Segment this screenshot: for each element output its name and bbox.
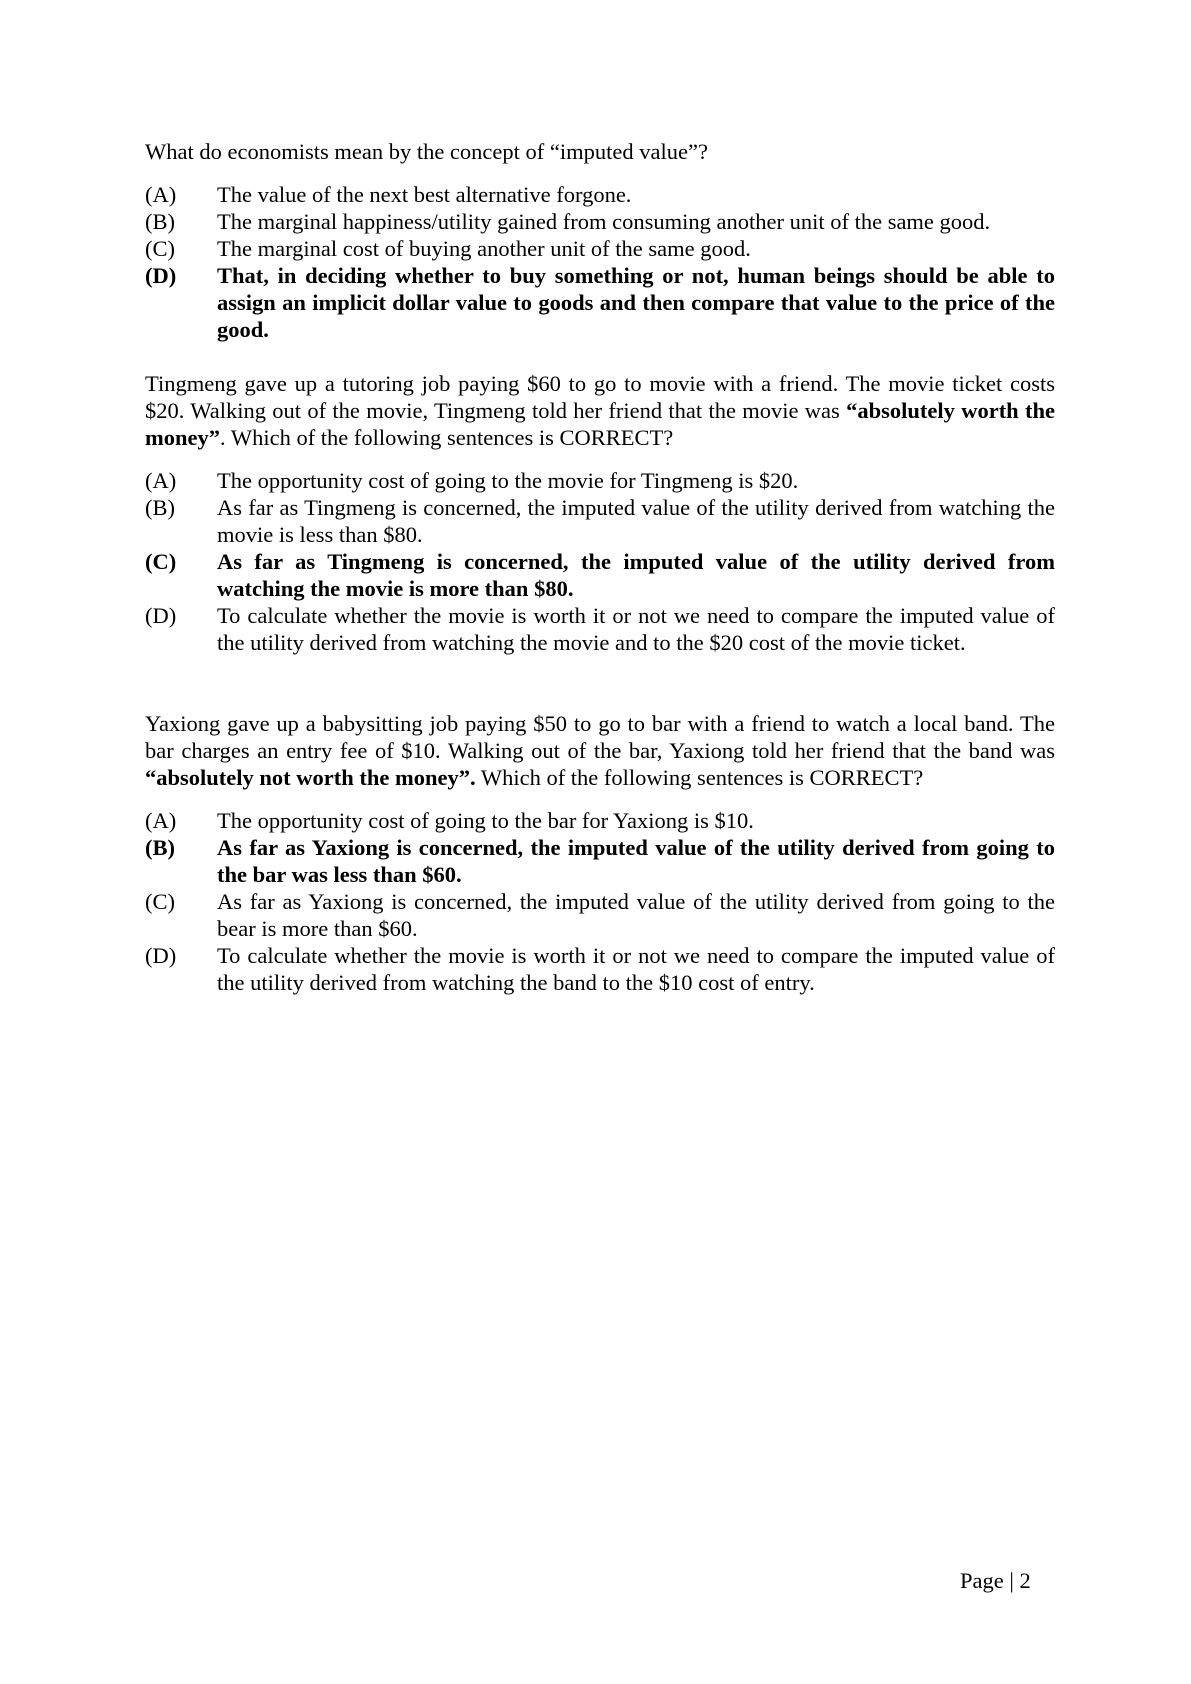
question-3 <box>145 710 1055 996</box>
option-letter: (D) <box>145 263 177 288</box>
option-c <box>145 888 1055 942</box>
question-1-stem: What do economists mean by the concept of “imputed value”? <box>145 139 708 164</box>
option-text: The marginal happiness/utility gained from consuming another unit of the same good. <box>217 209 991 234</box>
option-b <box>145 494 1055 548</box>
option-text: As far as Yaxiong is concerned, the imputed value of the utility derived from going to the bear is more than $60. <box>217 889 1055 941</box>
option-text: The opportunity cost of going to the movie for Tingmeng is $20. <box>217 468 799 493</box>
page-number: 2 <box>1019 1568 1031 1593</box>
question-2-options <box>145 467 1055 656</box>
option-letter: (A) <box>145 808 177 833</box>
option-a <box>145 181 1055 208</box>
option-text: That, in deciding whether to buy something or not, human beings should be able to assign an implicit dollar value to goods and then compare that value to the price of the good. <box>217 263 1055 342</box>
option-letter: (B) <box>145 209 175 234</box>
option-text: As far as Tingmeng is concerned, the imputed value of the utility derived from watching the movie is less than $80. <box>217 495 1055 547</box>
stem-emphasis: “absolutely worth the money” <box>145 398 1056 450</box>
option-letter: (A) <box>145 468 177 493</box>
document-page <box>145 138 1055 996</box>
question-3-stem <box>145 710 1055 791</box>
option-b-correct-answer <box>145 834 1055 888</box>
option-text: To calculate whether the movie is worth it or not we need to compare the imputed value of the utility derived from watching the band to the $10 cost of entry. <box>217 943 1055 995</box>
option-text: To calculate whether the movie is worth it or not we need to compare the imputed value of the utility derived from watching the movie and to the $20 cost of the movie ticket. <box>217 603 1055 655</box>
option-text: As far as Tingmeng is concerned, the imputed value of the utility derived from watching the movie is more than $80. <box>217 549 1055 601</box>
question-2-stem <box>145 370 1055 451</box>
option-text: The value of the next best alternative forgone. <box>217 182 632 207</box>
option-a <box>145 467 1055 494</box>
option-d <box>145 602 1055 656</box>
option-letter: (C) <box>145 236 175 261</box>
option-d-correct-answer <box>145 262 1055 343</box>
option-text: The opportunity cost of going to the bar for Yaxiong is $10. <box>217 808 754 833</box>
question-1-options <box>145 181 1055 343</box>
option-text: As far as Yaxiong is concerned, the imputed value of the utility derived from going to the bar was less than $60. <box>217 835 1055 887</box>
option-b <box>145 208 1055 235</box>
stem-text-after: Which of the following sentences is CORRECT? <box>475 765 924 790</box>
stem-emphasis: “absolutely not worth the money”. <box>145 765 476 790</box>
stem-text-before: Yaxiong gave up a babysitting job paying $50 to go to bar with a friend to watch a local band. The bar charges an entry fee of $10. Walking out of the bar, Yaxiong told her friend that the band was <box>145 711 1055 763</box>
option-letter: (D) <box>145 943 177 968</box>
option-letter: (A) <box>145 182 177 207</box>
page-number-footer <box>960 1567 1031 1594</box>
page-label: Page <box>960 1568 1004 1593</box>
stem-text-after: . Which of the following sentences is CORRECT? <box>220 425 674 450</box>
option-text: The marginal cost of buying another unit of the same good. <box>217 236 751 261</box>
option-d <box>145 942 1055 996</box>
question-2 <box>145 370 1055 656</box>
option-letter: (D) <box>145 603 177 628</box>
question-3-options <box>145 807 1055 996</box>
question-1 <box>145 138 1055 343</box>
option-letter: (B) <box>145 835 175 860</box>
option-c <box>145 235 1055 262</box>
stem-text-before: Tingmeng gave up a tutoring job paying $60 to go to movie with a friend. The movie ticket costs $20. Walking out of the movie, Tingmeng told her friend that the movie was <box>145 371 1055 423</box>
option-a <box>145 807 1055 834</box>
option-letter: (C) <box>145 549 177 574</box>
page-separator: | <box>1009 1568 1014 1593</box>
option-letter: (B) <box>145 495 175 520</box>
option-letter: (C) <box>145 889 175 914</box>
option-c-correct-answer <box>145 548 1055 602</box>
